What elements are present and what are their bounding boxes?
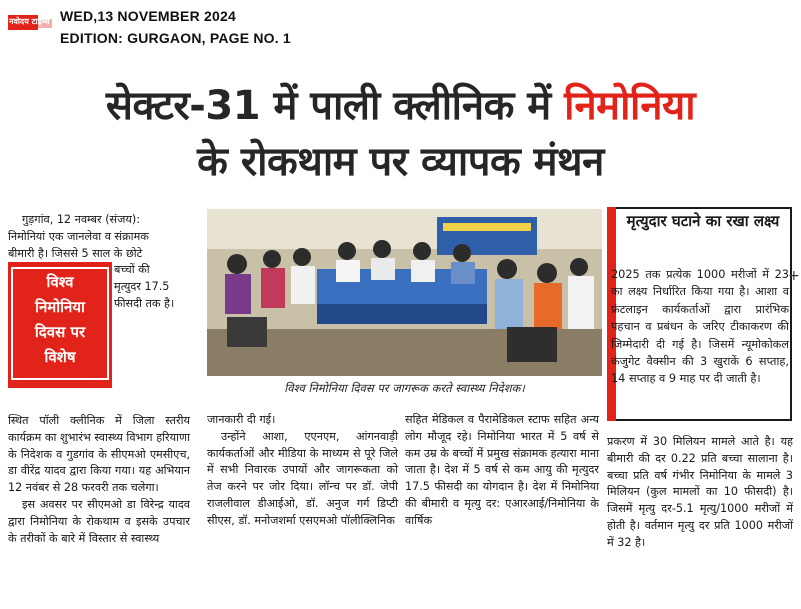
lead-line: बच्चों की — [114, 263, 150, 277]
paragraph: जानकारी दी गई। — [207, 413, 276, 426]
headline-line-1-text: सेक्टर-31 में पाली क्लीनिक में — [105, 83, 565, 129]
sidebar-body: 2025 तक प्रत्येक 1000 मरीजों में 23 का लक्ष्य निर्धारित किया गया है। आशा व फ्रंटलाइन कार्यकर्ताओं द्वारा प्रारंभिक पहचान व प्रबंधन के जरिए टीकाकरण की जिम्मेदारी दी गई है। जिसमें न्यूमोकोकल कंजुगेट वैक्सीन की 3 खुराकें 6 सप्ताह, 14 सप्ताह व 9 माह पर दी जाती है। — [611, 268, 789, 386]
photo-illustration — [207, 209, 602, 376]
kicker-line: निमोनिया — [35, 298, 85, 316]
newspaper-logo — [8, 14, 52, 32]
lead-line: बीमारी है। जिससे 5 साल के छोटे — [8, 246, 143, 260]
kicker-line: दिवस पर — [34, 323, 86, 341]
kicker-box — [8, 262, 112, 388]
lead-line: फीसदी तक है। — [114, 296, 175, 310]
date-line: WED,13 NOVEMBER 2024 — [60, 8, 236, 24]
headline — [0, 78, 801, 190]
dateline: गुड़गांव, 12 नवम्बर (संजय): — [22, 213, 141, 226]
crosshair-icon: + — [788, 268, 800, 284]
paragraph: सहित मेडिकल व पैरामेडिकल स्टाफ सहित अन्य लोग मौजूद रहे। निमोनिया भारत में 5 वर्ष से कम उम्र के बच्चों में प्रमुख संक्रामक हत्यारा माना जाता है। देश में 5 वर्ष से कम आयु की मृत्युदर 17.5 फीसदी का योगदान है। देश में निमोनिया की बीमारी व मृत्यु दर: एआरआई/निमोनिया के वार्षिक — [405, 413, 599, 527]
column-3 — [405, 412, 599, 530]
kicker-line: विशेष — [44, 348, 76, 366]
lead-line: मृत्युदर 17.5 — [114, 280, 170, 294]
edition-line: EDITION: GURGAON, PAGE NO. 1 — [60, 30, 291, 46]
news-photo — [207, 209, 602, 376]
headline-line-2: के रोकथाम पर व्यापक मंथन — [197, 139, 604, 185]
paragraph: स्थित पॉली क्लीनिक में जिला स्तरीय कार्यक्रम का शुभारंभ स्वास्थ्य विभाग हरियाणा के निदेशक व गुडगांव के सीएमओ एमसीएच, डा वीरेंद्र यादव द्वारा किया गया। यह अभियान 12 नवंबर से 28 फरवरी तक चलेगा। — [8, 414, 190, 495]
paragraph: इस अवसर पर सीएमओ डा विरेन्द्र यादव द्वारा निमोनिया के रोकथाम व इसके उपचार के तरीकों के बारे में विस्तार से स्वास्थ्य — [8, 497, 190, 545]
sidebar-title: मृत्युदार घटाने का रखा लक्ष्य — [626, 212, 780, 230]
lead-line: निमोनियां एक जानलेवा व संक्रामक — [8, 229, 149, 243]
kicker-frame — [11, 267, 109, 380]
paragraph: उन्होंने आशा, एएनएम, आंगनवाड़ी कार्यकर्ताओं और मीडिया के माध्यम से पूरे जिले में सभी निवारक उपायों और जागरूकता को तेज करने पर जोर दिया। लॉन्च पर डॉ. जेपी राजलीवाल डीआईओ, डॉ. अनुज गर्ग डिप्टी सीएस, डॉ. मनोजशर्मा एसएमओ पॉलीक्लिनिक — [207, 429, 398, 527]
headline-highlight: निमोनिया — [564, 83, 696, 129]
column-1-body — [8, 413, 190, 547]
logo-text: नवोदय टाइम्स — [9, 17, 50, 26]
headline-line-1 — [0, 78, 801, 134]
column-4 — [607, 434, 793, 552]
paragraph: प्रकरण में 30 मिलियन मामले आते है। यह बीमारी की दर 0.22 प्रति बच्चा सालाना है। बच्चा प्रति वर्ष गंभीर निमोनिया के मामले 3 मिलियन (कुल मामलों का 10 फीसदी) है। जिसमें मृत्यु दर-5.1 मृत्यु/1000 मरीजों में होती है। वर्तमान मृत्यु दर प्रति 1000 मरीजों में 32 है। — [607, 435, 793, 549]
kicker-line: विश्व — [46, 273, 74, 291]
photo-caption: विश्व निमोनिया दिवस पर जागरूक करते स्वास्थ्य निदेशक। — [284, 381, 525, 395]
column-2 — [207, 412, 398, 530]
